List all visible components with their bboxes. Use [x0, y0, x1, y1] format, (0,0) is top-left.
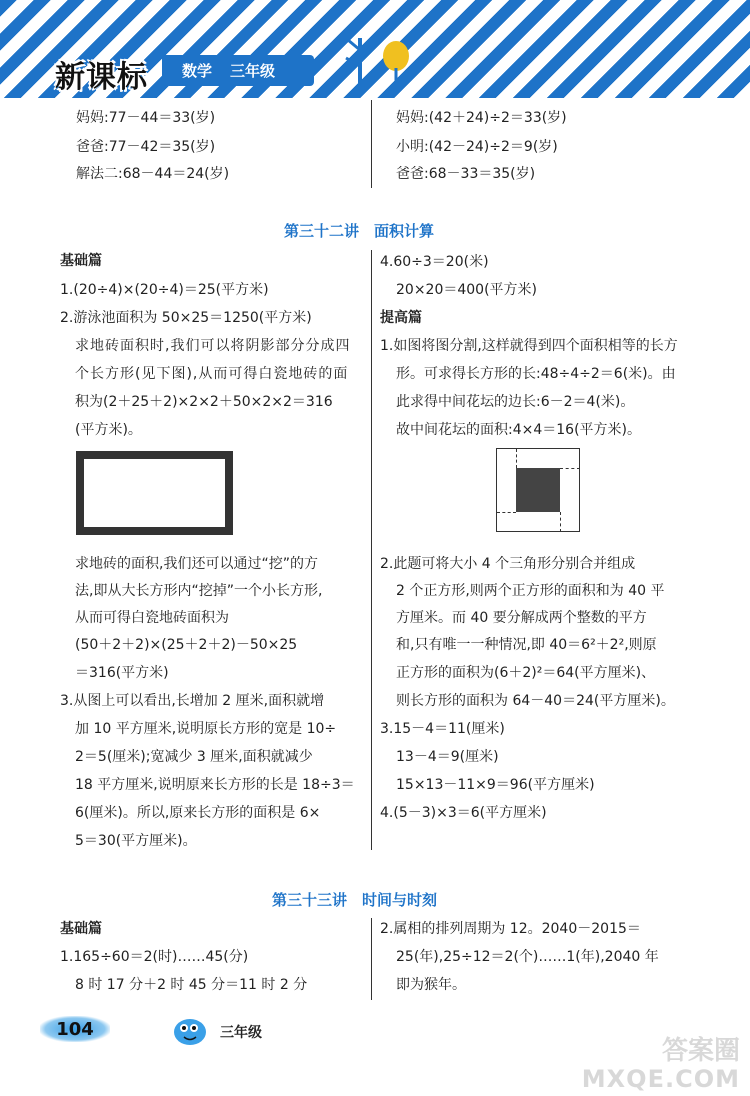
text-line: 2 个正方形,则两个正方形的面积和为 40 平	[396, 583, 665, 599]
text-line: 求地砖面积时,我们可以将阴影部分分成四	[75, 338, 351, 354]
section-title: 第三十二讲 面积计算	[284, 222, 435, 240]
text-line: 爸爸:68－33＝35(岁)	[396, 166, 536, 182]
text-line: 则长方形的面积为 64－40＝24(平方厘米)。	[396, 693, 675, 709]
text-line: 2.此题可将大小 4 个三角形分别合并组成	[380, 556, 636, 572]
subject-label: 数学	[182, 62, 213, 80]
column-divider	[371, 250, 372, 850]
text-line: 形。可求得长方形的长:48÷4÷2＝6(米)。由	[396, 366, 676, 382]
text-line: 方厘米。而 40 要分解成两个整数的平方	[396, 610, 647, 626]
text-line: 6(厘米)。所以,原来长方形的面积是 6×	[75, 805, 321, 821]
watermark	[582, 1037, 740, 1092]
text-line: 20×20＝400(平方米)	[396, 282, 538, 298]
text-line: ＝316(平方米)	[75, 665, 169, 681]
text-line: (50＋2＋2)×(25＋2＋2)－50×25	[75, 637, 298, 653]
tile-border-figure	[76, 451, 233, 535]
text-line: 3.15－4＝11(厘米)	[380, 721, 505, 737]
text-line: 13－4＝9(厘米)	[396, 749, 499, 765]
text-line: 此求得中间花坛的边长:6－2＝4(米)。	[396, 394, 635, 410]
text-line: 18 平方厘米,说明原来长方形的长是 18÷3＝	[75, 777, 355, 793]
column-divider	[371, 100, 372, 188]
text-line: 8 时 17 分＋2 时 45 分＝11 时 2 分	[75, 977, 308, 993]
tree-icon	[338, 28, 418, 88]
text-line: 1.(20÷4)×(20÷4)＝25(平方米)	[60, 282, 269, 298]
text-line: 个长方形(见下图),从而可得白瓷地砖的面	[75, 366, 349, 382]
text-line: (平方米)。	[75, 422, 142, 438]
text-line: 15×13－11×9＝96(平方厘米)	[396, 777, 595, 793]
footer-grade-label: 三年级	[220, 1025, 262, 1041]
text-line: 2＝5(厘米);宽减少 3 厘米,面积就减少	[75, 749, 313, 765]
text-line: 加 10 平方厘米,说明原长方形的宽是 10÷	[75, 721, 337, 737]
page-number: 104	[40, 1016, 110, 1042]
brand-title: 新课标	[55, 60, 148, 95]
text-line: 2.属相的排列周期为 12。2040－2015＝	[380, 921, 641, 937]
text-line: 求地砖的面积,我们还可以通过“挖”的方	[75, 556, 318, 572]
watermark-line: MXQE.COM	[581, 1064, 740, 1093]
text-line: 4.60÷3＝20(米)	[380, 254, 489, 270]
section-heading: 提高篇	[380, 310, 422, 326]
section-heading: 基础篇	[60, 253, 102, 269]
column-divider	[371, 918, 372, 1000]
text-line: 即为猴年。	[396, 977, 466, 993]
bird-mascot-icon	[170, 1012, 210, 1048]
text-line: 从而可得白瓷地砖面积为	[75, 610, 229, 626]
text-line: 1.165÷60＝2(时)……45(分)	[60, 949, 249, 965]
text-line: 解法二:68－44＝24(岁)	[76, 166, 230, 182]
text-line: 小明:(42－24)÷2＝9(岁)	[396, 139, 558, 155]
text-line: 25(年),25÷12＝2(个)……1(年),2040 年	[396, 949, 659, 965]
flower-bed-figure	[496, 448, 580, 532]
text-line: 4.(5－3)×3＝6(平方厘米)	[380, 805, 547, 821]
section-title: 第三十三讲 时间与时刻	[272, 891, 438, 909]
section-heading: 基础篇	[60, 921, 102, 937]
watermark-line: 答案圈	[661, 1036, 740, 1067]
text-line: 2.游泳池面积为 50×25＝1250(平方米)	[60, 310, 312, 326]
subject-bar	[162, 55, 314, 86]
text-line: 爸爸:77－42＝35(岁)	[76, 139, 216, 155]
text-line: 法,即从大长方形内“挖掉”一个小长方形,	[75, 583, 323, 599]
text-line: 3.从图上可以看出,长增加 2 厘米,面积就增	[60, 693, 325, 709]
text-line: 正方形的面积为(6＋2)²＝64(平方厘米)、	[396, 665, 656, 681]
text-line: 1.如图将图分割,这样就得到四个面积相等的长方	[380, 338, 678, 354]
text-line: 妈妈:(42＋24)÷2＝33(岁)	[396, 110, 567, 126]
text-line: 妈妈:77－44＝33(岁)	[76, 110, 216, 126]
text-line: 5＝30(平方厘米)。	[75, 833, 197, 849]
text-line: 积为(2＋25＋2)×2×2＋50×2×2＝316	[75, 394, 333, 410]
text-line: 故中间花坛的面积:4×4＝16(平方米)。	[396, 422, 641, 438]
text-line: 和,只有唯一一种情况,即 40＝6²＋2²,则原	[396, 637, 657, 653]
grade-label: 三年级	[230, 62, 276, 80]
